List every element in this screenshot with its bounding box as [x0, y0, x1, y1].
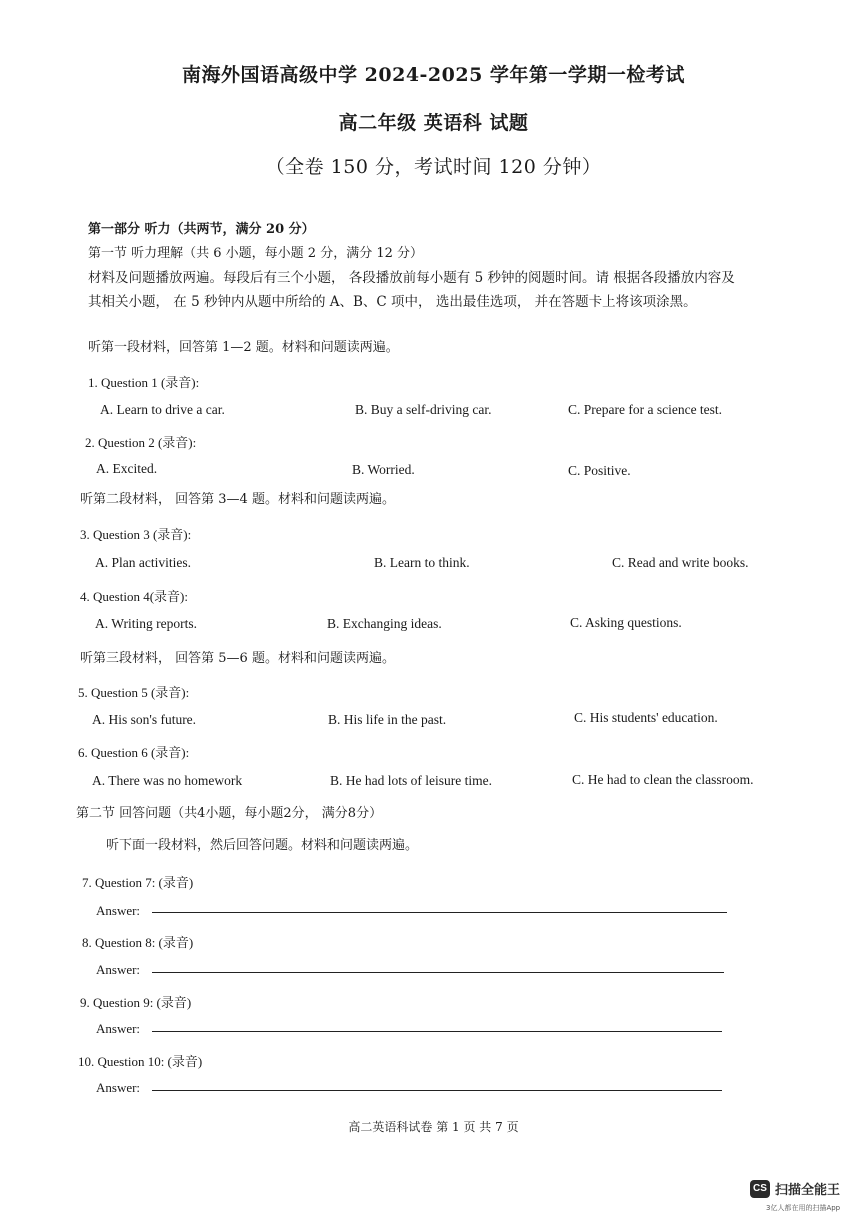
- section2-heading: 第二节 回答问题（共4小题，每小题2分， 满分8分）: [76, 806, 383, 821]
- answer-line[interactable]: [152, 972, 724, 973]
- page-footer: 高二英语科试卷 第 1 页 共 7 页: [348, 1120, 519, 1134]
- answer-label: Answer:: [96, 1080, 141, 1095]
- option-a: A. Writing reports.: [95, 616, 197, 631]
- option-a: A. Learn to drive a car.: [100, 402, 225, 417]
- watermark-app-name: 扫描全能王: [775, 1183, 841, 1198]
- watermark-tagline: 3亿人都在用的扫描App: [766, 1204, 841, 1212]
- question-label: 10. Question 10: (录音): [78, 1054, 203, 1069]
- option-b: B. Learn to think.: [374, 555, 470, 570]
- instruction-line-2: 其相关小题， 在 5 秒钟内从题中所给的 A、B、C 项中， 选出最佳选项， 并在答题卡上将该项涂黑。: [88, 294, 697, 310]
- exam-note: （全卷 150 分，考试时间 120 分钟）: [265, 156, 602, 178]
- section2-intro: 听下面一段材料，然后回答问题。材料和问题读两遍。: [106, 838, 419, 853]
- question-label: 6. Question 6 (录音):: [78, 745, 190, 760]
- option-a: A. His son's future.: [92, 712, 197, 727]
- option-a: A. Plan activities.: [95, 555, 191, 570]
- section1-heading: 第一节 听力理解（共 6 小题，每小题 2 分，满分 12 分）: [88, 246, 424, 261]
- option-c: C. Read and write books.: [612, 555, 749, 570]
- group-intro: 听第三段材料， 回答第 5—6 题。材料和问题读两遍。: [80, 651, 395, 666]
- option-c: C. Positive.: [568, 463, 631, 478]
- option-b: B. Worried.: [352, 462, 415, 477]
- option-b: B. Exchanging ideas.: [327, 616, 442, 631]
- question-label: 7. Question 7: (录音): [82, 875, 194, 890]
- question-label: 9. Question 9: (录音): [80, 995, 192, 1010]
- answer-line[interactable]: [152, 1031, 722, 1032]
- instruction-line-1: 材料及问题播放两遍。每段后有三个小题， 各段播放前每小题有 5 秒钟的阅题时间。请 根据各段播放内容及: [88, 270, 735, 286]
- exam-title: 南海外国语高级中学 2024-2025 学年第一学期一检考试: [182, 64, 685, 86]
- part1-heading: 第一部分 听力（共两节，满分 20 分）: [88, 222, 315, 237]
- option-c: C. His students' education.: [574, 710, 718, 725]
- question-label: 2. Question 2 (录音):: [85, 435, 197, 450]
- option-b: B. His life in the past.: [328, 712, 447, 727]
- option-c: C. He had to clean the classroom.: [572, 772, 754, 787]
- answer-label: Answer:: [96, 1021, 141, 1036]
- answer-line[interactable]: [152, 1090, 722, 1091]
- question-label: 3. Question 3 (录音):: [80, 527, 192, 542]
- group-intro: 听第二段材料， 回答第 3—4 题。材料和问题读两遍。: [80, 492, 395, 507]
- question-label: 4. Question 4(录音):: [80, 589, 188, 604]
- option-b: B. Buy a self-driving car.: [355, 402, 492, 417]
- answer-label: Answer:: [96, 962, 141, 977]
- option-a: A. Excited.: [96, 461, 158, 476]
- question-label: 5. Question 5 (录音):: [78, 685, 190, 700]
- camscanner-logo-icon: CS: [750, 1180, 770, 1198]
- exam-subtitle: 高二年级 英语科 试题: [338, 112, 529, 134]
- option-a: A. There was no homework: [92, 773, 243, 788]
- answer-line[interactable]: [152, 912, 727, 913]
- question-label: 1. Question 1 (录音):: [88, 375, 200, 390]
- option-b: B. He had lots of leisure time.: [330, 773, 492, 788]
- question-label: 8. Question 8: (录音): [82, 935, 194, 950]
- answer-label: Answer:: [96, 903, 141, 918]
- group-intro: 听第一段材料，回答第 1—2 题。材料和问题读两遍。: [88, 340, 399, 355]
- option-c: C. Prepare for a science test.: [568, 402, 723, 417]
- option-c: C. Asking questions.: [570, 615, 682, 630]
